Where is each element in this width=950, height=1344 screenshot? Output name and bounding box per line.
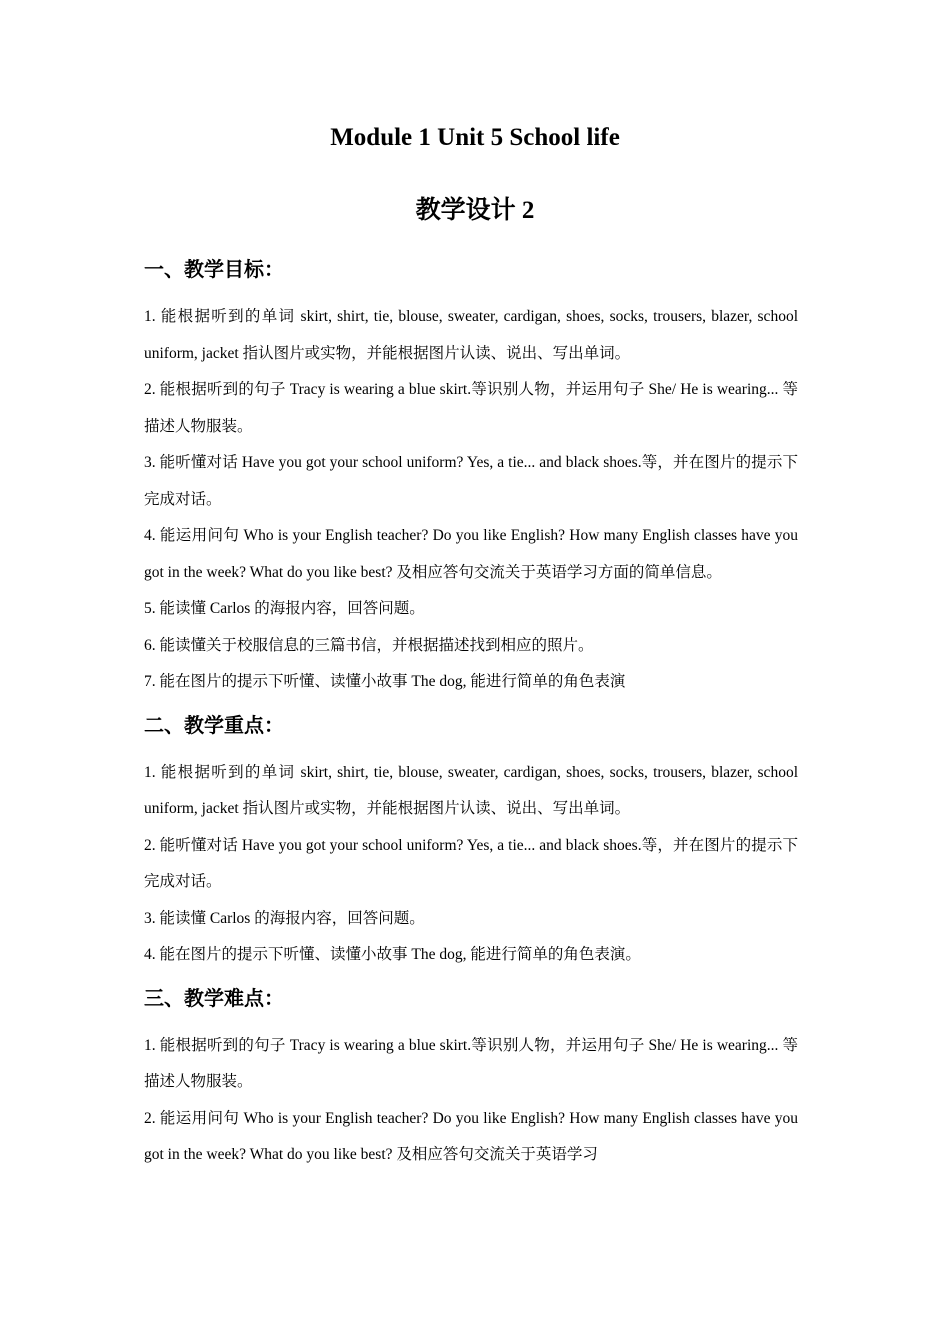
- list-item: 4. 能运用问句 Who is your English teacher? Do you like English? How many English classes have you got in the week? What do you like best? 及相应答句交流关于英语学习方面的简单信息。: [144, 527, 798, 581]
- list-item: 7. 能在图片的提示下听懂、读懂小故事 The dog, 能进行简单的角色表演: [144, 673, 626, 690]
- section-heading: 二、教学重点：: [144, 714, 284, 737]
- section-teaching-focus: [144, 711, 798, 974]
- list-item: 3. 能读懂 Carlos 的海报内容，回答问题。: [144, 909, 425, 927]
- list-item: 2. 能听懂对话 Have you got your school uniform? Yes, a tie... and black shoes.等，并在图片的提示下完成对话。: [144, 836, 798, 890]
- list-item: 1. 能根据听到的句子 Tracy is wearing a blue skirt.等识别人物，并运用句子 She/ He is wearing... 等描述人物服装。: [144, 1036, 798, 1090]
- list-item: 6. 能读懂关于校服信息的三篇书信，并根据描述找到相应的照片。: [144, 636, 594, 654]
- list-item: 1. 能根据听到的单词 skirt, shirt, tie, blouse, sweater, cardigan, shoes, socks, trousers, blazer, school uniform, jacket 指认图片或实物，并能根据图片认读、说出、写出单词。: [144, 308, 798, 362]
- list-item: 5. 能读懂 Carlos 的海报内容，回答问题。: [144, 600, 425, 617]
- section-teaching-objectives: [144, 255, 798, 701]
- section-teaching-difficulties: [144, 984, 798, 1174]
- list-item: 4. 能在图片的提示下听懂、读懂小故事 The dog, 能进行简单的角色表演。: [144, 946, 641, 963]
- list-item: 2. 能根据听到的句子 Tracy is wearing a blue skirt.等识别人物，并运用句子 She/ He is wearing... 等描述人物服装。: [144, 381, 798, 435]
- list-item: 2. 能运用问句 Who is your English teacher? Do you like English? How many English classes have you got in the week? What do you like best? 及相应答句交流关于英语学习: [144, 1109, 798, 1163]
- document-subtitle: 教学设计 2: [415, 197, 535, 224]
- section-heading: 一、教学目标：: [144, 259, 284, 281]
- list-item: 3. 能听懂对话 Have you got your school uniform? Yes, a tie... and black shoes.等，并在图片的提示下完成对话。: [144, 454, 798, 508]
- document-body: [144, 255, 798, 1174]
- list-item: 1. 能根据听到的单词 skirt, shirt, tie, blouse, sweater, cardigan, shoes, socks, trousers, blazer, school uniform, jacket 指认图片或实物，并能根据图片认读、说出、写出单词。: [144, 763, 798, 817]
- document-title: Module 1 Unit 5 School life: [330, 124, 620, 151]
- section-heading: 三、教学难点：: [144, 987, 284, 1010]
